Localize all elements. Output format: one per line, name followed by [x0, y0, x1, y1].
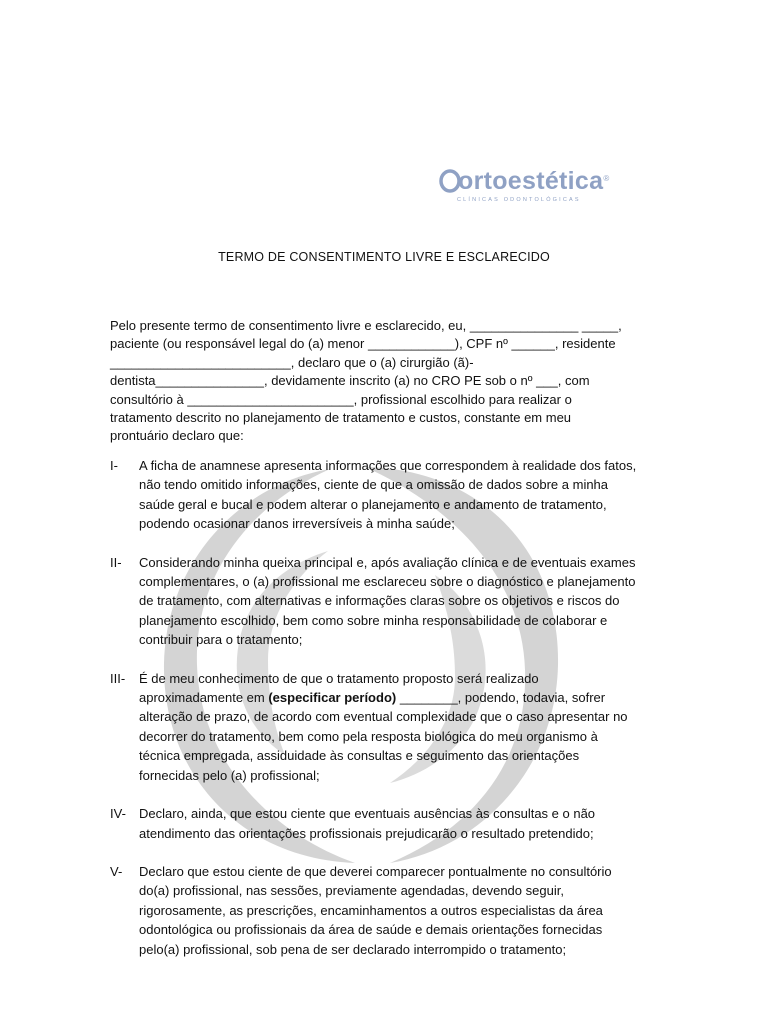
clause-text-end: ________, podendo, todavia, sofrer alteração de prazo, de acordo com eventual complexidade que o caso apresentar no decorrer do tratamento, bem como pela resposta biológica do meu organismo à técnica empregada, assiduidade às consultas e seguimento das orientações fornecidas pelo (a) profissional; [139, 690, 628, 783]
clause-ii [110, 553, 640, 650]
logo-registered-mark: ® [603, 174, 610, 183]
clause-v [110, 862, 640, 959]
logo-wordmark [458, 167, 610, 195]
clause-text [139, 669, 640, 785]
clause-i [110, 456, 640, 534]
clause-text: Considerando minha queixa principal e, após avaliação clínica e de eventuais exames complementares, o (a) profissional me esclareceu sobre o diagnóstico e planejamento de tratamento, com alternativas e informações claras sobre os objetivos e riscos do planejamento escolhido, bem como sobre minha responsabilidade de colaborar e contribuir para o tratamento; [139, 554, 636, 648]
clause-iv [110, 804, 640, 843]
intro-text: Pelo presente termo de consentimento livre e esclarecido, eu, _______________ _____, paciente (ou responsável legal do (a) menor ____________), CPF nº ______, residente _________________________, declaro que o (a) cirurgião (ã)-dentista_______________, devidamente inscrito (a) no CRO PE sob o nº ___, com consultório à _______________________, profissional escolhido para realizar o tratamento descrito no planejamento de tratamento e custos, constante em meu prontuário declaro que: [110, 318, 622, 444]
clause-number: IV- [110, 806, 126, 822]
clinic-logo [438, 163, 608, 211]
clause-iii [110, 669, 640, 785]
document-title: TERMO DE CONSENTIMENTO LIVRE E ESCLARECIDO [218, 250, 550, 264]
clause-text-start: É de meu conhecimento de que o tratamento proposto será realizado aproximadamente em [139, 670, 539, 706]
logo-tagline: CLÍNICAS ODONTOLÓGICAS [457, 197, 581, 203]
clause-text: Declaro que estou ciente de que deverei comparecer pontualmente no consultório do(a) profissional, nas sessões, previamente agendadas, devendo seguir, rigorosamente, as prescrições, encaminhamentos a outros especialistas da área odontológica ou profissionais da área de saúde e demais orientações fornecidas pelo(a) profissional, sob pena de ser declarado interrompido o tratamento; [139, 863, 612, 957]
intro-paragraph [110, 317, 630, 446]
logo-name: ortoestética [458, 167, 604, 195]
clause-number: I- [110, 458, 118, 473]
clause-text: Declaro, ainda, que estou ciente que eventuais ausências às consultas e o não atendimento das orientações profissionais prejudicarão o resultado pretendido; [139, 806, 596, 841]
clause-text: A ficha de anamnese apresenta informações que correspondem à realidade dos fatos, não tendo omitido informações, ciente de que a omissão de dados sobre a minha saúde geral e bucal e podem alterar o planejamento e andamento de tratamento, podendo ocasionar danos irreversíveis à minha saúde; [139, 458, 637, 532]
clause-number: V- [110, 863, 123, 879]
clause-list [110, 456, 640, 978]
clause-number: II- [110, 554, 122, 570]
clause-number: III- [110, 670, 126, 686]
clause-period-placeholder: (especificar período) [268, 690, 397, 706]
